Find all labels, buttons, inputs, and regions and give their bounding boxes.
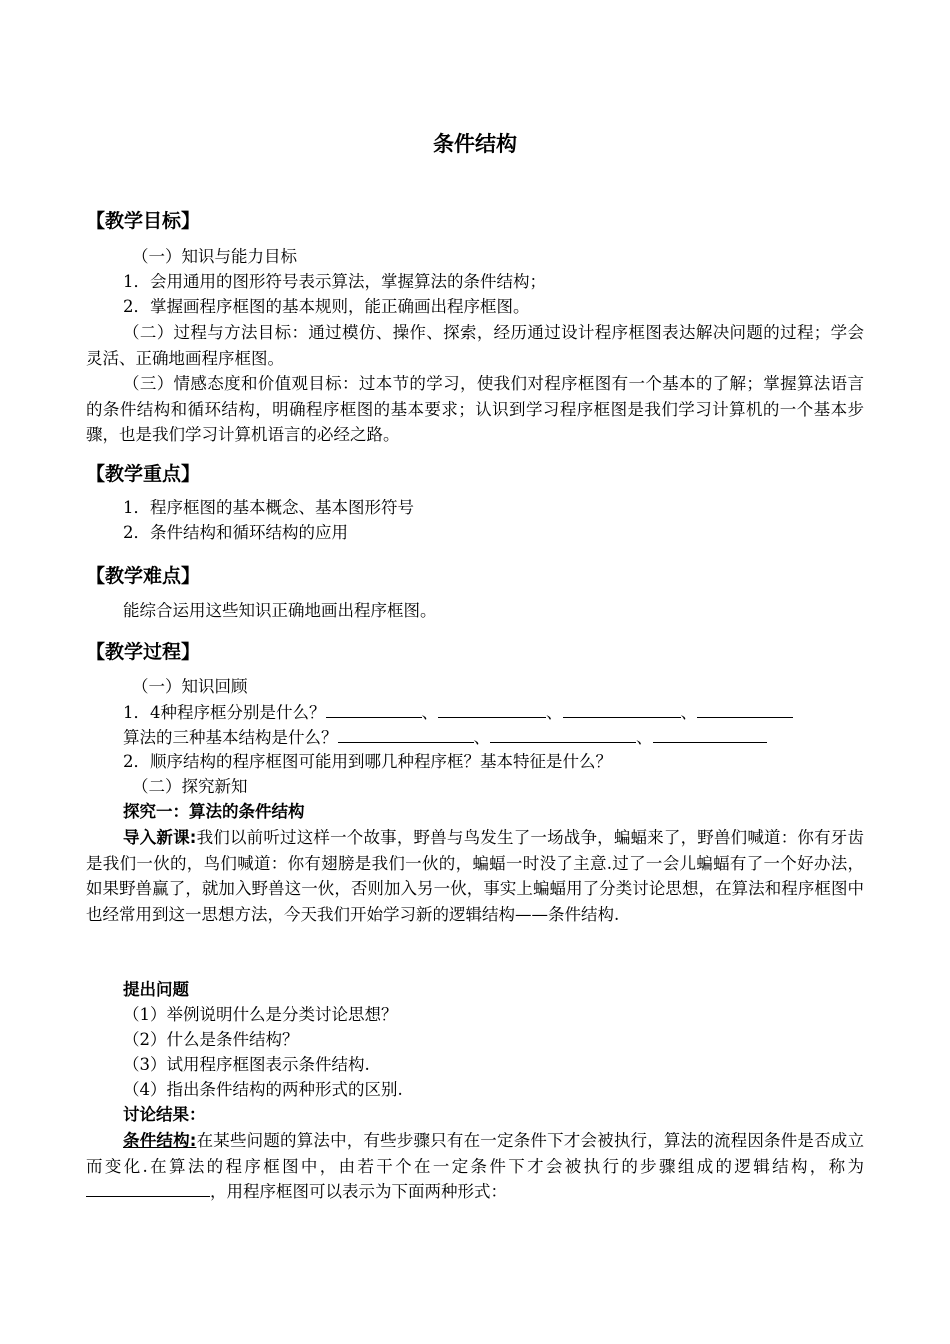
- explore-subtitle-1: 探究一：算法的条件结构: [123, 802, 305, 821]
- answer-blank[interactable]: [563, 700, 681, 718]
- objectives-subtitle-1: （一）知识与能力目标: [132, 247, 297, 266]
- process-heading: 【教学过程】: [86, 641, 201, 663]
- review-question-1-text: 1．4种程序框分别是什么？: [123, 703, 326, 722]
- review-question-1: [123, 700, 793, 725]
- intro-paragraph: [86, 825, 864, 927]
- objectives-paragraph-2: （二）过程与方法目标：通过模仿、操作、探索，经历通过设计程序框图表达解决问题的过程；学会灵活、正确地画程序框图。: [86, 323, 864, 368]
- answer-blank[interactable]: [326, 700, 422, 718]
- objectives-item-1: 1．会用通用的图形符号表示算法，掌握算法的条件结构；: [123, 272, 546, 291]
- separator: 、: [636, 728, 653, 747]
- definition-label: 条件结构:: [123, 1131, 197, 1150]
- results-title: 讨论结果：: [123, 1105, 206, 1124]
- objectives-paragraph-3: （三）情感态度和价值观目标：过本节的学习，使我们对程序框图有一个基本的了解；掌握算法语言的条件结构和循环结构，明确程序框图的基本要求；认识到学习程序框图是我们学习计算机的一个基本步骤，也是我们学习计算机语言的必经之路。: [86, 374, 864, 444]
- separator: 、: [680, 703, 697, 722]
- objectives-item-2: 2．掌握画程序框图的基本规则，能正确画出程序框图。: [123, 297, 530, 316]
- intro-text: 我们以前听过这样一个故事，野兽与鸟发生了一场战争，蝙蝠来了，野兽们喊道：你有牙齿是我们一伙的，鸟们喊道：你有翅膀是我们一伙的，蝙蝠一时没了主意.过了一会儿蝙蝠有了一个好办法，如果野兽赢了，就加入野兽这一伙，否则加入另一伙，事实上蝙蝠用了分类讨论思想，在算法和程序框图中也经常用到这一思想方法，今天我们开始学习新的逻辑结构——条件结构.: [86, 828, 865, 924]
- definition-paragraph: [86, 1128, 864, 1205]
- difficulties-text: 能综合运用这些知识正确地画出程序框图。: [123, 601, 437, 620]
- review-question-1b: [123, 725, 767, 750]
- answer-blank[interactable]: [490, 725, 636, 743]
- question-item: （2）什么是条件结构？: [123, 1030, 299, 1049]
- answer-blank[interactable]: [438, 700, 546, 718]
- definition-text-1: 在某些问题的算法中，有些步骤只有在一定条件下才会被执行，算法的流程因条件是否成立而变化.在算法的程序框图中，由若干个在一定条件下才会被执行的步骤组成的逻辑结构，称为: [86, 1131, 865, 1176]
- key-points-heading: 【教学重点】: [86, 463, 201, 485]
- questions-title: 提出问题: [123, 980, 189, 999]
- separator: 、: [473, 728, 490, 747]
- answer-blank[interactable]: [653, 725, 767, 743]
- review-title: （一）知识回顾: [132, 677, 248, 696]
- separator: 、: [421, 703, 438, 722]
- question-item: （3）试用程序框图表示条件结构.: [123, 1055, 370, 1074]
- explore-title: （二）探究新知: [132, 777, 248, 796]
- answer-blank[interactable]: [86, 1179, 210, 1197]
- key-point-item-1: 1．程序框图的基本概念、基本图形符号: [123, 498, 414, 517]
- question-item: （4）指出条件结构的两种形式的区别.: [123, 1080, 403, 1099]
- key-point-item-2: 2．条件结构和循环结构的应用: [123, 523, 348, 542]
- review-question-2: 2．顺序结构的程序框图可能用到哪几种程序框？基本特征是什么？: [123, 752, 612, 771]
- objectives-heading: 【教学目标】: [86, 210, 201, 232]
- intro-label: 导入新课:: [123, 828, 197, 847]
- question-item: （1）举例说明什么是分类讨论思想？: [123, 1005, 398, 1024]
- difficulties-heading: 【教学难点】: [86, 565, 201, 587]
- answer-blank[interactable]: [697, 700, 793, 718]
- definition-text-2: ，用程序框图可以表示为下面两种形式：: [210, 1182, 507, 1201]
- page-title: 条件结构: [433, 132, 517, 156]
- separator: 、: [546, 703, 563, 722]
- review-question-1b-text: 算法的三种基本结构是什么？: [123, 728, 338, 747]
- answer-blank[interactable]: [338, 725, 474, 743]
